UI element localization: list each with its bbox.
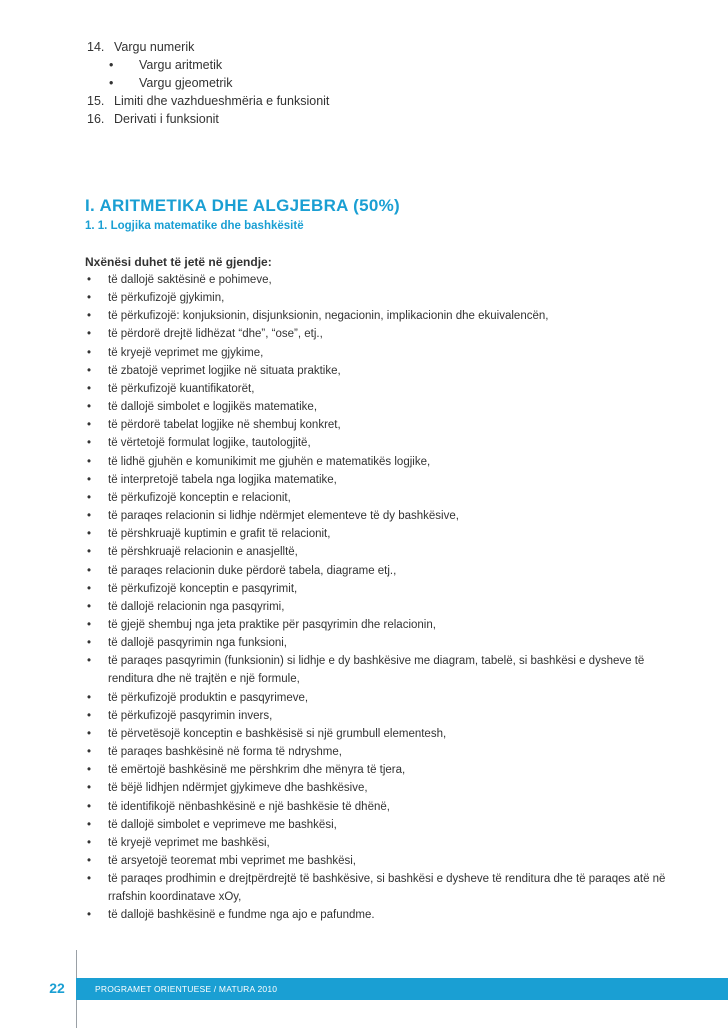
objective-item: • të dallojë simbolet e logjikës matematike, <box>85 398 675 416</box>
bullet-icon: • <box>109 76 114 90</box>
objective-item: • të paraqes relacionin si lidhje ndërmjet elementeve të dy bashkësive, <box>85 507 675 525</box>
objective-item: • të përshkruajë relacionin e anasjelltë, <box>85 543 675 561</box>
objective-item: • të identifikojë nënbashkësinë e një bashkësie të dhënë, <box>85 798 675 816</box>
page-number: 22 <box>49 980 65 996</box>
objective-item: • të përdorë tabelat logjike në shembuj konkret, <box>85 416 675 434</box>
objective-item: • të përkufizojë gjykimin, <box>85 289 675 307</box>
intro-text: Nxënësi duhet të jetë në gjendje: <box>85 255 272 269</box>
topic-number: 16. <box>87 112 105 126</box>
topic-number: 14. <box>87 40 105 54</box>
objective-item: • të paraqes prodhimin e drejtpërdrejtë të bashkësive, si bashkësi e dysheve të renditura dhe të paraqes atë në rrafshin koordinatave xOy, <box>85 870 675 906</box>
objective-item: • të vërtetojë formulat logjike, tautologjitë, <box>85 434 675 452</box>
objective-item: • të kryejë veprimet me gjykime, <box>85 344 675 362</box>
objective-item: • të paraqes bashkësinë në forma të ndryshme, <box>85 743 675 761</box>
bullet-icon: • <box>109 58 114 72</box>
objective-item: • të përkufizojë produktin e pasqyrimeve, <box>85 689 675 707</box>
objective-item: • të dallojë pasqyrimin nga funksioni, <box>85 634 675 652</box>
topic-label: Vargu numerik <box>114 40 195 54</box>
footer-title: PROGRAMET ORIENTUESE / MATURA 2010 <box>95 984 278 994</box>
objective-item: • të paraqes pasqyrimin (funksionin) si lidhje e dy bashkësive me diagram, tabelë, si bashkësi e dysheve të renditura dhe në trajtën e një formule, <box>85 652 675 688</box>
topic-label: Derivati i funksionit <box>114 112 219 126</box>
objective-item: • të emërtojë bashkësinë me përshkrim dhe mënyra të tjera, <box>85 761 675 779</box>
section-heading: I. ARITMETIKA DHE ALGJEBRA (50%) <box>85 196 400 215</box>
objective-item: • të përshkruajë kuptimin e grafit të relacionit, <box>85 525 675 543</box>
objective-item: • të lidhë gjuhën e komunikimit me gjuhën e matematikës logjike, <box>85 453 675 471</box>
subsection-heading: 1. 1. Logjika matematike dhe bashkësitë <box>85 220 304 232</box>
topic-number: 15. <box>87 94 105 108</box>
objective-item: • të interpretojë tabela nga logjika matematike, <box>85 471 675 489</box>
objective-item: • të dallojë bashkësinë e fundme nga ajo e pafundme. <box>85 906 675 924</box>
subtopic-label: Vargu gjeometrik <box>139 76 233 90</box>
objectives-list <box>85 271 675 925</box>
objective-item: • të dallojë saktësinë e pohimeve, <box>85 271 675 289</box>
objective-item: • të përkufizojë kuantifikatorët, <box>85 380 675 398</box>
objective-item: • të zbatojë veprimet logjike në situata praktike, <box>85 362 675 380</box>
objective-item: • të përkufizojë konceptin e pasqyrimit, <box>85 580 675 598</box>
objective-item: • të përvetësojë konceptin e bashkësisë si një grumbull elementesh, <box>85 725 675 743</box>
objective-item: • të dallojë relacionin nga pasqyrimi, <box>85 598 675 616</box>
topic-item-16 <box>87 110 329 128</box>
topic-item-15 <box>87 92 329 110</box>
objective-item: • të arsyetojë teoremat mbi veprimet me bashkësi, <box>85 852 675 870</box>
subtopic-item <box>87 56 329 74</box>
previous-topics-list <box>87 38 329 128</box>
objective-item: • të përdorë drejtë lidhëzat “dhe”, “ose”, etj., <box>85 325 675 343</box>
objective-item: • të përkufizojë konceptin e relacionit, <box>85 489 675 507</box>
objective-item: • të paraqes relacionin duke përdorë tabela, diagrame etj., <box>85 562 675 580</box>
subtopic-label: Vargu aritmetik <box>139 58 223 72</box>
objective-item: • të kryejë veprimet me bashkësi, <box>85 834 675 852</box>
objective-item: • të dallojë simbolet e veprimeve me bashkësi, <box>85 816 675 834</box>
topic-label: Limiti dhe vazhdueshmëria e funksionit <box>114 94 330 108</box>
objective-item: • të bëjë lidhjen ndërmjet gjykimeve dhe bashkësive, <box>85 779 675 797</box>
objective-item: • të përkufizojë: konjuksionin, disjunksionin, negacionin, implikacionin dhe ekuivalencën, <box>85 307 675 325</box>
subtopic-item <box>87 74 329 92</box>
objective-item: • të përkufizojë pasqyrimin invers, <box>85 707 675 725</box>
topic-item-14 <box>87 38 329 56</box>
objective-item: • të gjejë shembuj nga jeta praktike për pasqyrimin dhe relacionin, <box>85 616 675 634</box>
